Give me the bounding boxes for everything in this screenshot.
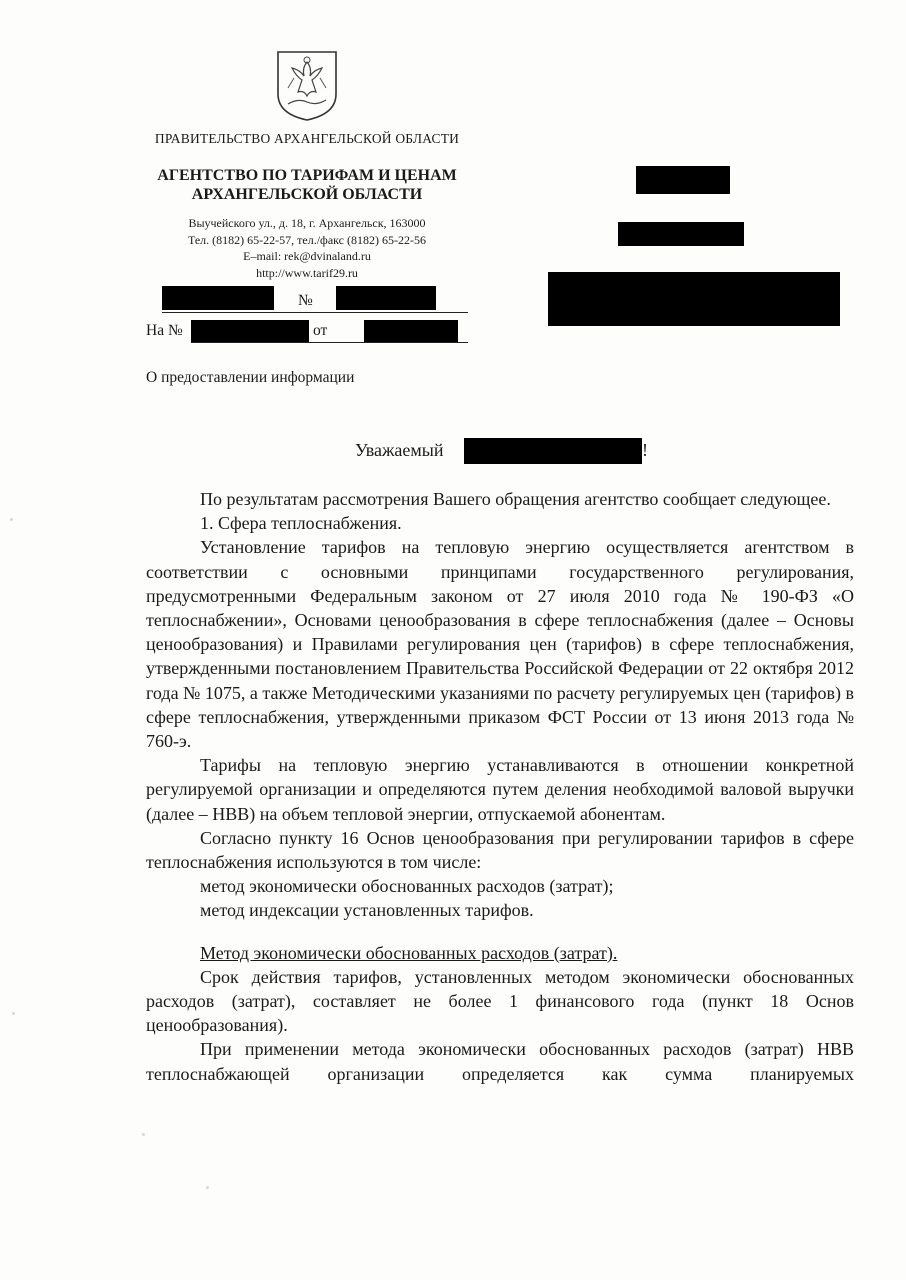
scan-speck	[10, 518, 13, 521]
letter-body	[146, 487, 854, 1086]
scan-speck	[206, 1186, 209, 1189]
scan-speck	[12, 1012, 15, 1015]
body-subheading-cost-method	[146, 941, 854, 965]
body-paragraph-validity: Срок действия тарифов, установленных методом экономически обоснованных расходов (затрат), составляет не более 1 финансового года (пункт 18 Основ ценообразования).	[146, 966, 854, 1036]
agency-address: Выучейского ул., д. 18, г. Архангельск, 163000	[188, 216, 426, 230]
redacted-outgoing-date	[162, 286, 274, 310]
agency-contacts	[150, 215, 464, 281]
scan-speck	[142, 1133, 145, 1136]
coat-of-arms-icon	[274, 48, 340, 122]
body-paragraph-nvv: При применении метода экономически обоснованных расходов (затрат) НВВ теплоснабжающей организации определяется как сумма планируемых	[146, 1039, 854, 1084]
agency-email: E–mail: rek@dvinaland.ru	[243, 249, 371, 263]
agency-name-line1: АГЕНТСТВО ПО ТАРИФАМ И ЦЕНАМ	[157, 167, 457, 184]
body-list-item-indexation-method: метод индексации установленных тарифов.	[200, 900, 534, 921]
greeting-salutation: Уважаемый	[355, 440, 444, 460]
body-section-heading: 1. Сфера теплоснабжения.	[200, 513, 402, 534]
reply-ref-underline	[191, 342, 468, 343]
agency-website: http://www.tarif29.ru	[256, 265, 358, 280]
redacted-reply-date	[364, 320, 458, 342]
body-paragraph-tariffs: Тарифы на тепловую энергию устанавливаются в отношении конкретной регулируемой организации и определяются путем деления необходимой валовой выручки (далее – НВВ) на объем тепловой энергии, отпускаемой абонентам.	[146, 755, 854, 824]
body-list-item-cost-method: метод экономически обоснованных расходов (затрат);	[200, 876, 614, 897]
letter-subject: О предоставлении информации	[146, 369, 355, 386]
reply-to-label: На №	[146, 322, 183, 339]
redacted-recipient-line2	[618, 222, 744, 246]
agency-name-line2: АРХАНГЕЛЬСКОЙ ОБЛАСТИ	[191, 186, 423, 203]
body-paragraph-methods: Согласно пункту 16 Основ ценообразования при регулировании тарифов в сфере теплоснабжения используются в том числе:	[146, 827, 854, 873]
number-label: №	[298, 292, 313, 309]
from-label: от	[313, 322, 328, 339]
agency-name	[140, 166, 474, 204]
greeting-exclamation: !	[642, 440, 648, 460]
redacted-outgoing-number	[336, 286, 436, 310]
redacted-recipient-name	[464, 438, 642, 464]
redacted-reply-number	[191, 320, 309, 342]
body-paragraph-regulation: Установление тарифов на тепловую энергию осуществляется агентством в соответствии с основными принципами государственного регулирования, предусмотренными Федеральным законом от 27 июля 2010 года № 190-ФЗ «О теплоснабжении», Основами ценообразования в сфере теплоснабжения (далее – Основы ценообразования) и Правилами регулирования цен (тарифов) в сфере теплоснабжения, утвержденными постановлением Правительства Российской Федерации от 22 октября 2012 года № 1075, а также Методическими указаниями по расчету регулируемых цен (тарифов) в сфере теплоснабжения, утвержденными приказом ФСТ России от 13 июня 2013 года № 760-э.	[146, 537, 854, 752]
outgoing-ref-underline	[162, 312, 468, 313]
body-paragraph-intro: По результатам рассмотрения Вашего обращения агентство сообщает следующее.	[200, 489, 831, 509]
agency-phone: Тел. (8182) 65-22-57, тел./факс (8182) 65-22-56	[187, 232, 426, 247]
redacted-recipient-line1	[636, 166, 730, 194]
greeting	[355, 440, 444, 461]
body-subheading-text: Метод экономически обоснованных расходов (затрат).	[200, 942, 618, 963]
government-name: ПРАВИТЕЛЬСТВО АРХАНГЕЛЬСКОЙ ОБЛАСТИ	[154, 131, 460, 146]
redacted-recipient-address	[548, 272, 840, 326]
